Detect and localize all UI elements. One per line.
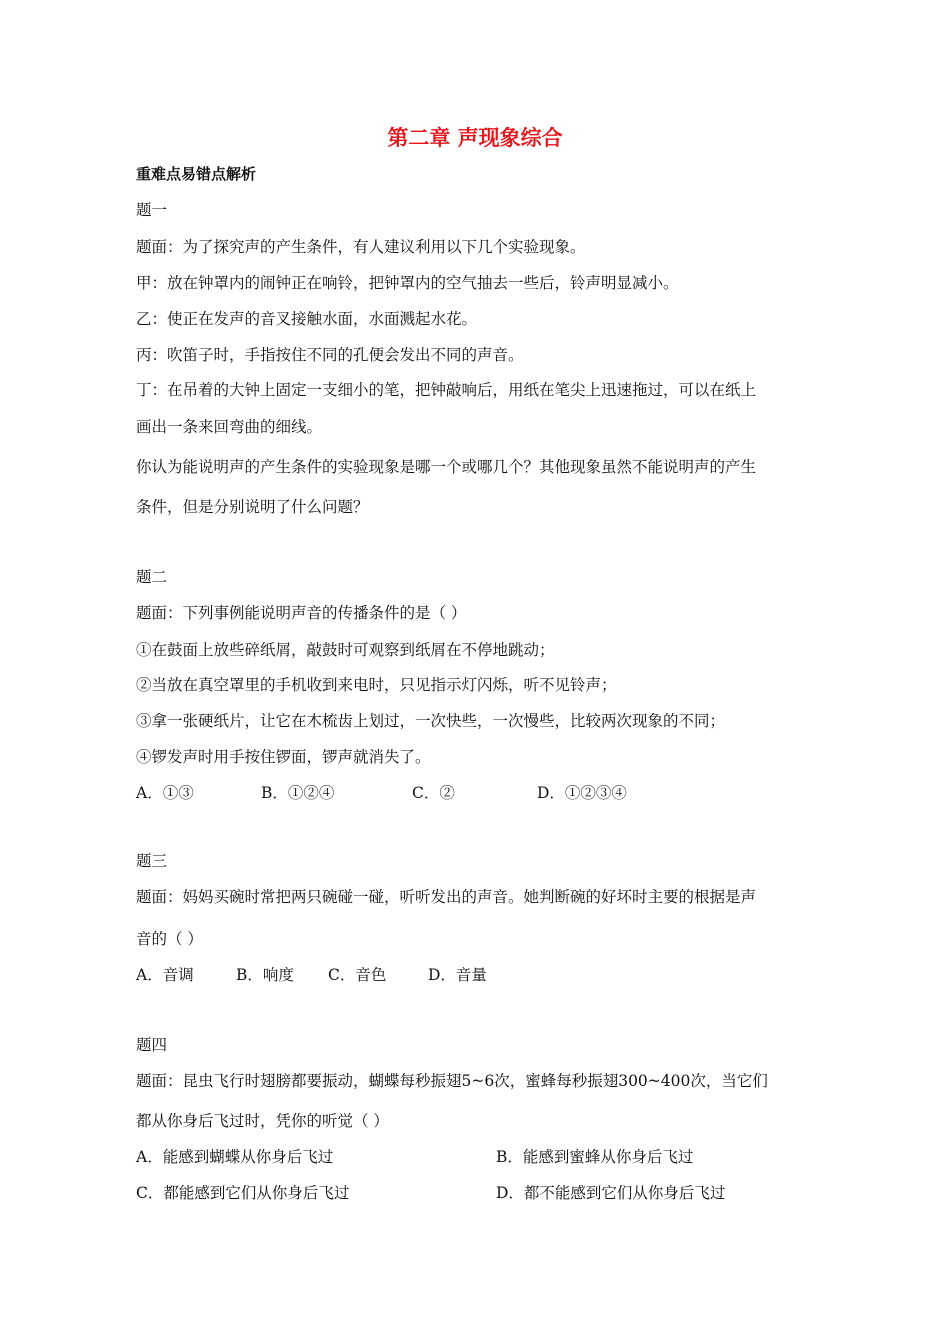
q1-question-line1: 你认为能说明声的产生条件的实验现象是哪一个或哪几个？其他现象虽然不能说明声的产生 [136, 458, 757, 476]
q4-option-a: A．能感到蝴蝶从你身后飞过 [136, 1148, 334, 1166]
q1-statement-bing: 丙：吹笛子时，手指按住不同的孔便会发出不同的声音。 [136, 346, 524, 364]
q2-item-4: ④锣发声时用手按住锣面，锣声就消失了。 [136, 748, 431, 766]
q4-option-d: D．都不能感到它们从你身后飞过 [496, 1184, 726, 1202]
q2-option-a: A．①③ [136, 784, 194, 802]
q1-stem: 题面：为了探究声的产生条件，有人建议利用以下几个实验现象。 [136, 238, 586, 256]
q2-option-b: B．①②④ [261, 784, 335, 802]
section-heading: 重难点易错点解析 [136, 165, 257, 183]
q2-label: 题二 [136, 568, 168, 586]
q3-stem-line1: 题面：妈妈买碗时常把两只碗碰一碰，听听发出的声音。她判断碗的好坏时主要的根据是声 [136, 888, 757, 906]
q1-statement-ding-line1: 丁：在吊着的大钟上固定一支细小的笔，把钟敲响后，用纸在笔尖上迅速拖过，可以在纸上 [136, 381, 757, 399]
q3-label: 题三 [136, 852, 168, 870]
q2-item-3: ③拿一张硬纸片，让它在木梳齿上划过，一次快些，一次慢些，比较两次现象的不同； [136, 712, 726, 730]
q1-question-line2: 条件，但是分别说明了什么问题？ [136, 498, 369, 516]
q1-statement-yi: 乙：使正在发声的音叉接触水面，水面溅起水花。 [136, 310, 478, 328]
q2-item-2: ②当放在真空罩里的手机收到来电时，只见指示灯闪烁，听不见铃声； [136, 676, 617, 694]
q2-item-1: ①在鼓面上放些碎纸屑，敲鼓时可观察到纸屑在不停地跳动； [136, 641, 555, 659]
q2-option-d: D．①②③④ [537, 784, 627, 802]
q4-label: 题四 [136, 1036, 168, 1054]
q3-option-b: B．响度 [236, 966, 294, 984]
q3-option-d: D．音量 [428, 966, 487, 984]
q4-stem-line1: 题面：昆虫飞行时翅膀都要振动，蝴蝶每秒振翅5~6次，蜜蜂每秒振翅300~400次，当它们 [136, 1072, 768, 1090]
q4-option-b: B．能感到蜜蜂从你身后飞过 [496, 1148, 694, 1166]
q2-option-c: C．② [412, 784, 455, 802]
q3-option-c: C．音色 [328, 966, 387, 984]
q3-option-a: A．音调 [136, 966, 194, 984]
q4-option-c: C．都能感到它们从你身后飞过 [136, 1184, 350, 1202]
q2-stem: 题面：下列事例能说明声音的传播条件的是（ ） [136, 604, 467, 622]
q1-statement-ding-line2: 画出一条来回弯曲的细线。 [136, 418, 323, 436]
q3-stem-line2: 音的（ ） [136, 930, 203, 948]
q4-stem-line2: 都从你身后飞过时，凭你的听觉（ ） [136, 1112, 389, 1130]
q1-label: 题一 [136, 201, 168, 219]
page-title: 第二章 声现象综合 [387, 126, 563, 150]
q1-statement-jia: 甲：放在钟罩内的闹钟正在响铃，把钟罩内的空气抽去一些后，铃声明显减小。 [136, 274, 679, 292]
